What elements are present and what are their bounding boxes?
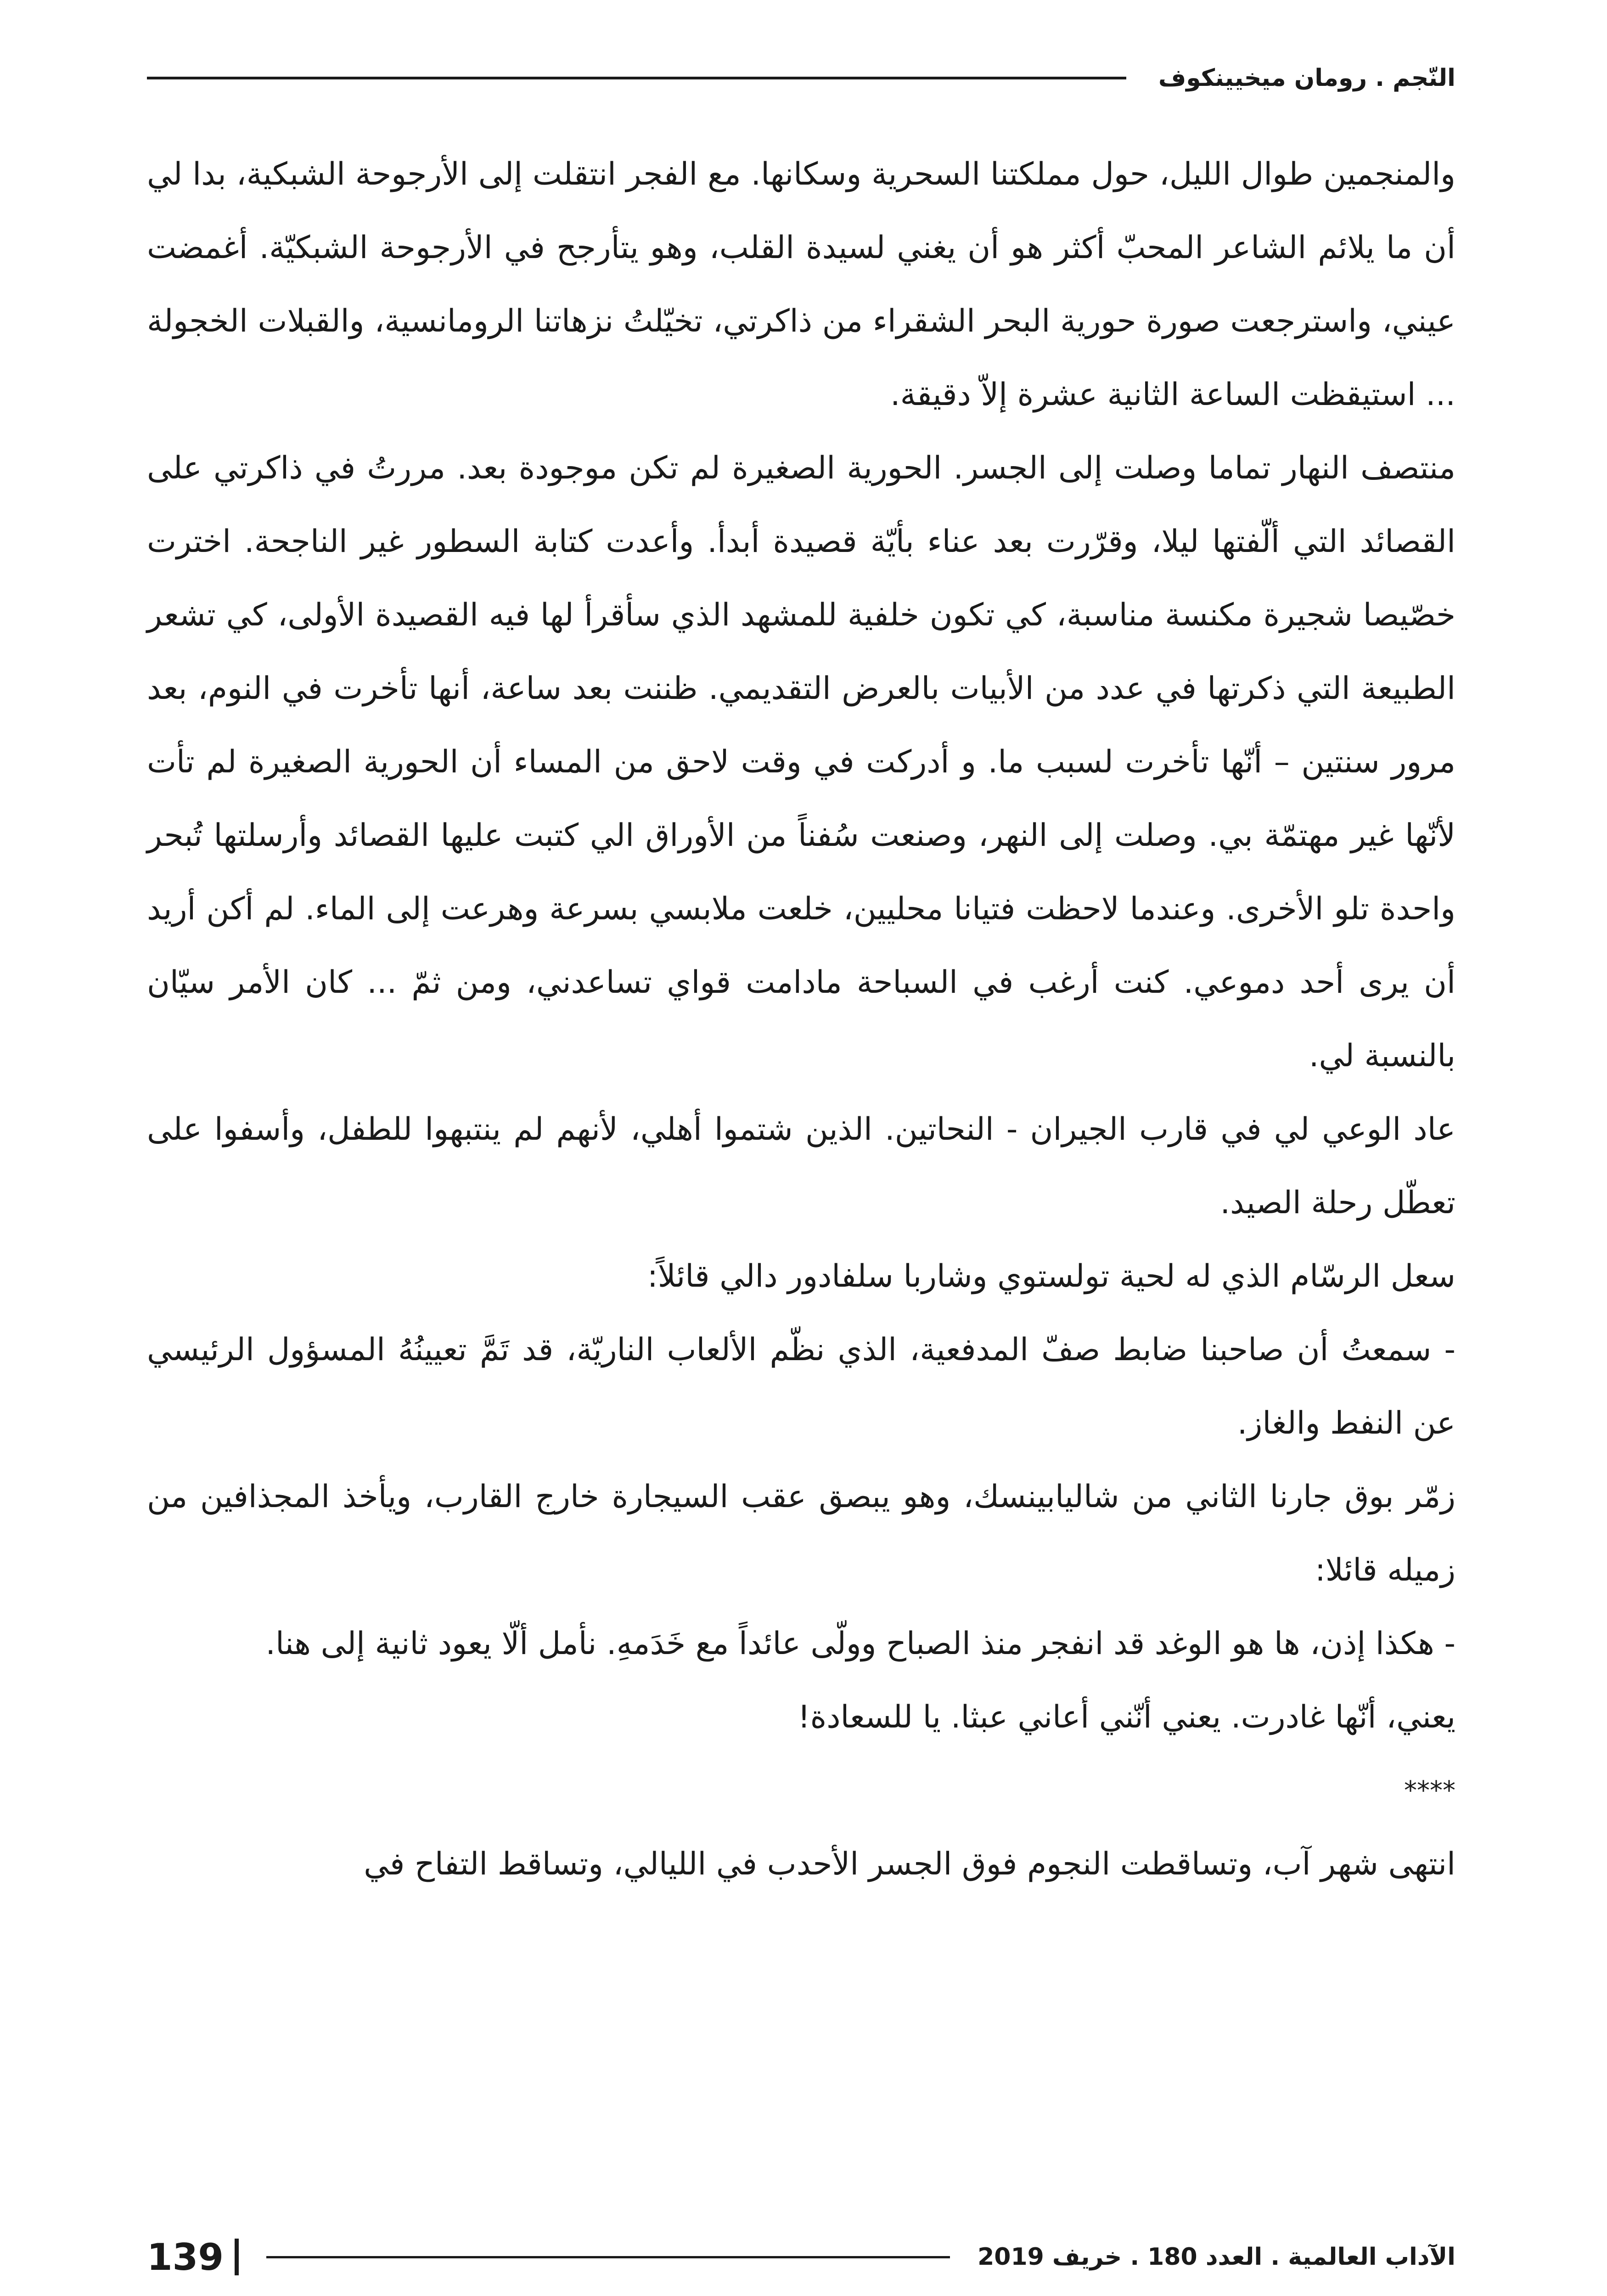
paragraph-8: يعني، أنّها غادرت. يعني أنّني أعاني عبثا. يا للسعادة! bbox=[798, 1699, 1455, 1735]
paragraph-7: - هكذا إذن، ها هو الوغد قد انفجر منذ الصباح وولّى عائداً مع خَدَمهِ. نأمل ألّا يعود ثانية إلى هنا. bbox=[265, 1626, 1455, 1662]
page-footer bbox=[147, 2232, 1455, 2282]
body-text bbox=[147, 138, 1455, 1901]
closing-paragraph: انتهى شهر آب، وتساقطت النجوم فوق الجسر الأحدب في الليالي، وتساقط التفاح في bbox=[364, 1846, 1455, 1882]
paragraph-3: عاد الوعي لي في قارب الجيران - النحاتين. الذين شتموا أهلي، لأنهم لم ينتبهوا للطفل، وأسفوا على تعطّل رحلة الصيد. bbox=[147, 1111, 1455, 1221]
header-rule bbox=[147, 77, 1126, 79]
paragraph-1: والمنجمين طوال الليل، حول مملكتنا السحرية وسكانها. مع الفجر انتقلت إلى الأرجوحة الشبكية، بدا لي أن ما يلائم الشاعر المحبّ أكثر هو أن يغني لسيدة القلب، وهو يتأرجح في الأرجوحة الشبكيّة. أغمضت عيني، واسترجعت صورة حورية البحر الشقراء من ذاكرتي، تخيّلتُ نزهاتنا الرومانسية، والقبلات الخجولة ... استيقظت الساعة الثانية عشرة إلاّ دقيقة. bbox=[147, 156, 1455, 413]
page-number-bar bbox=[235, 2239, 239, 2275]
journal-info: الآداب العالمية . العدد 180 . خريف 2019 bbox=[978, 2243, 1455, 2271]
running-header bbox=[147, 57, 1455, 99]
page-number: 139 bbox=[147, 2235, 224, 2279]
paragraph-4: سعل الرسّام الذي له لحية تولستوي وشاربا سلفادور دالي قائلاً: bbox=[647, 1258, 1455, 1294]
page-number-box bbox=[147, 2236, 239, 2279]
paragraph-5: - سمعتُ أن صاحبنا ضابط صفّ المدفعية، الذي نظّم الألعاب الناريّة، قد تَمَّ تعيينُهُ المسؤول الرئيسي عن النفط والغاز. bbox=[147, 1332, 1455, 1441]
section-separator: **** bbox=[1404, 1776, 1455, 1806]
paragraph-6: زمّر بوق جارنا الثاني من شاليابينسك، وهو يبصق عقب السيجارة خارج القارب، ويأخذ المجذافين من زميله قائلا: bbox=[147, 1479, 1455, 1588]
footer-rule bbox=[266, 2256, 950, 2258]
running-title: النّجم . رومان ميخيينكوف bbox=[1158, 64, 1455, 92]
paragraph-2: منتصف النهار تماما وصلت إلى الجسر. الحورية الصغيرة لم تكن موجودة بعد. مررتُ في ذاكرتي على القصائد التي ألّفتها ليلا، وقرّرت بعد عناء بأيّة قصيدة أبدأ. وأعدت كتابة السطور غير الناجحة. اخترت خصّيصا شجيرة مكنسة مناسبة، كي تكون خلفية للمشهد الذي سأقرأ لها فيه القصيدة الأولى، كي تشعر الطبيعة التي ذكرتها في عدد من الأبيات بالعرض التقديمي. ظننت بعد ساعة، أنها تأخرت في النوم، بعد مرور سنتين – أنّها تأخرت لسبب ما. و أدركت في وقت لاحق من المساء أن الحورية الصغيرة لم تأت لأنّها غير مهتمّة بي. وصلت إلى النهر، وصنعت سُفناً من الأوراق الي كتبت عليها القصائد وأرسلتها تُبحر واحدة تلو الأخرى. وعندما لاحظت فتيانا محليين، خلعت ملابسي بسرعة وهرعت إلى الماء. لم أكن أريد أن يرى أحد دموعي. كنت أرغب في السباحة مادامت قواي تساعدني، ومن ثمّ ... كان الأمر سيّان بالنسبة لي. bbox=[147, 450, 1455, 1074]
